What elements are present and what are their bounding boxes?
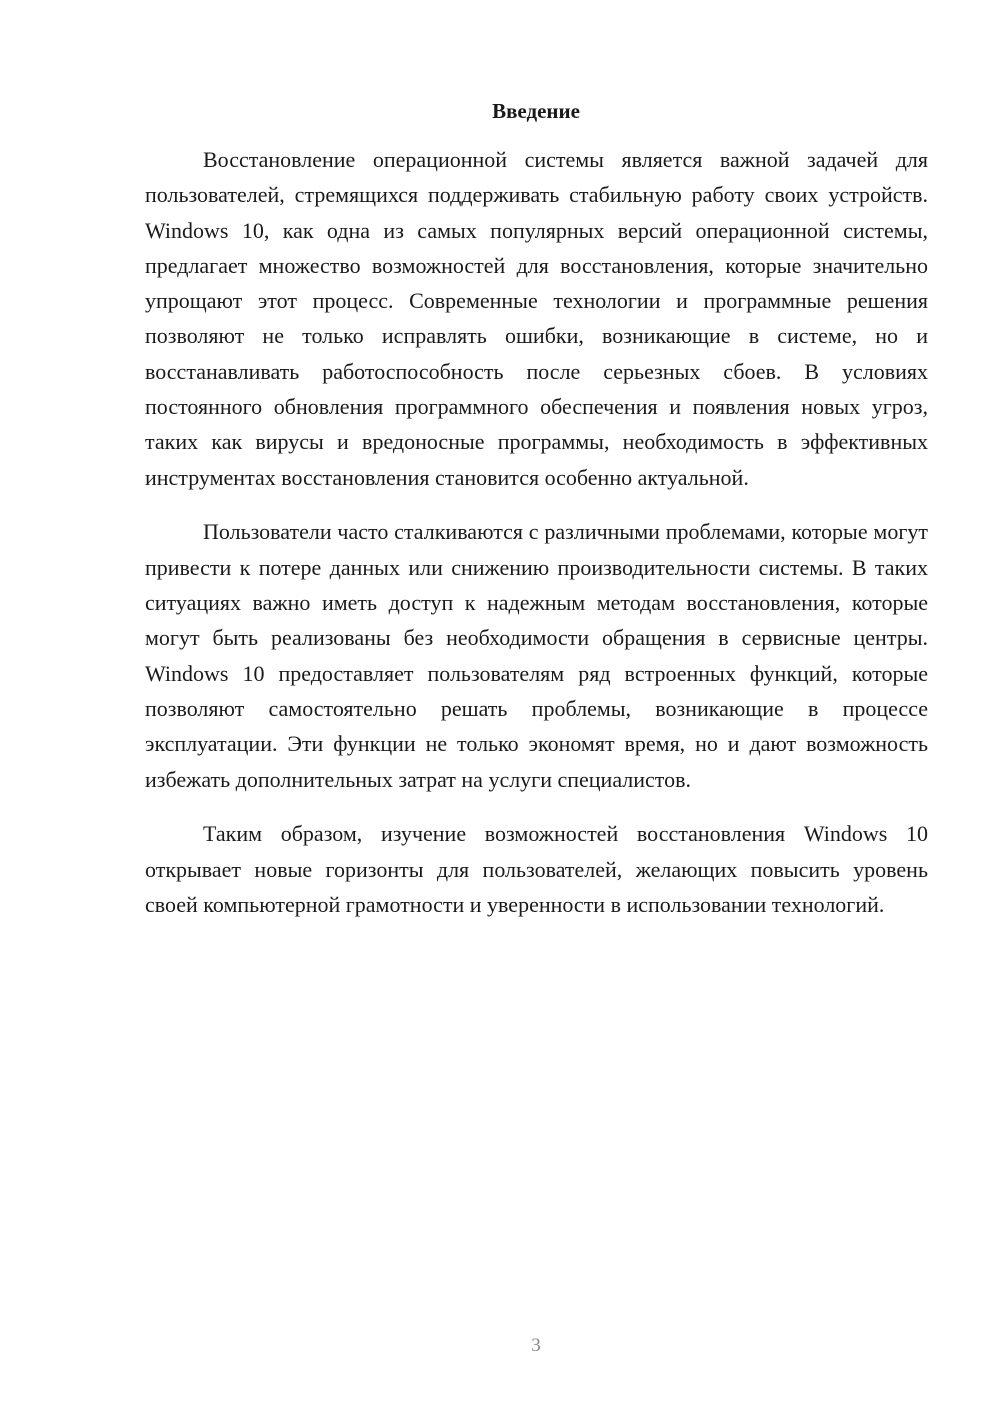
paragraph-3: Таким образом, изучение возможностей восстановления Windows 10 открывает новые горизонты для пользователей, желающих повысить уровень своей компьютерной грамотности и уверенности в использовании технологий. [145,821,928,917]
paragraph-2: Пользователи часто сталкиваются с различными проблемами, которые могут привести к потере данных или снижению производительности системы. В таких ситуациях важно иметь доступ к надежным методам восстановления, которые могут быть реализованы без необходимости обращения в сервисные центры. Windows 10 предоставляет пользователям ряд встроенных функций, которые позволяют самостоятельно решать проблемы, возникающие в процессе эксплуатации. Эти функции не только экономят время, но и дают возможность избежать дополнительных затрат на услуги специалистов. [145,519,928,792]
page-number: 3 [531,1335,541,1356]
section-title: Введение [492,99,580,123]
paragraph-1: Восстановление операционной системы является важной задачей для пользователей, стремящихся поддерживать стабильную работу своих устройств. Windows 10, как одна из самых популярных версий операционной системы, предлагает множество возможностей для восстановления, которые значительно упрощают этот процесс. Современные технологии и программные решения позволяют не только исправлять ошибки, возникающие в системе, но и восстанавливать работоспособность после серьезных сбоев. В условиях постоянного обновления программного обеспечения и появления новых угроз, таких как вирусы и вредоносные программы, необходимость в эффективных инструментах восстановления становится особенно актуальной. [145,147,928,490]
body-text [145,142,928,922]
